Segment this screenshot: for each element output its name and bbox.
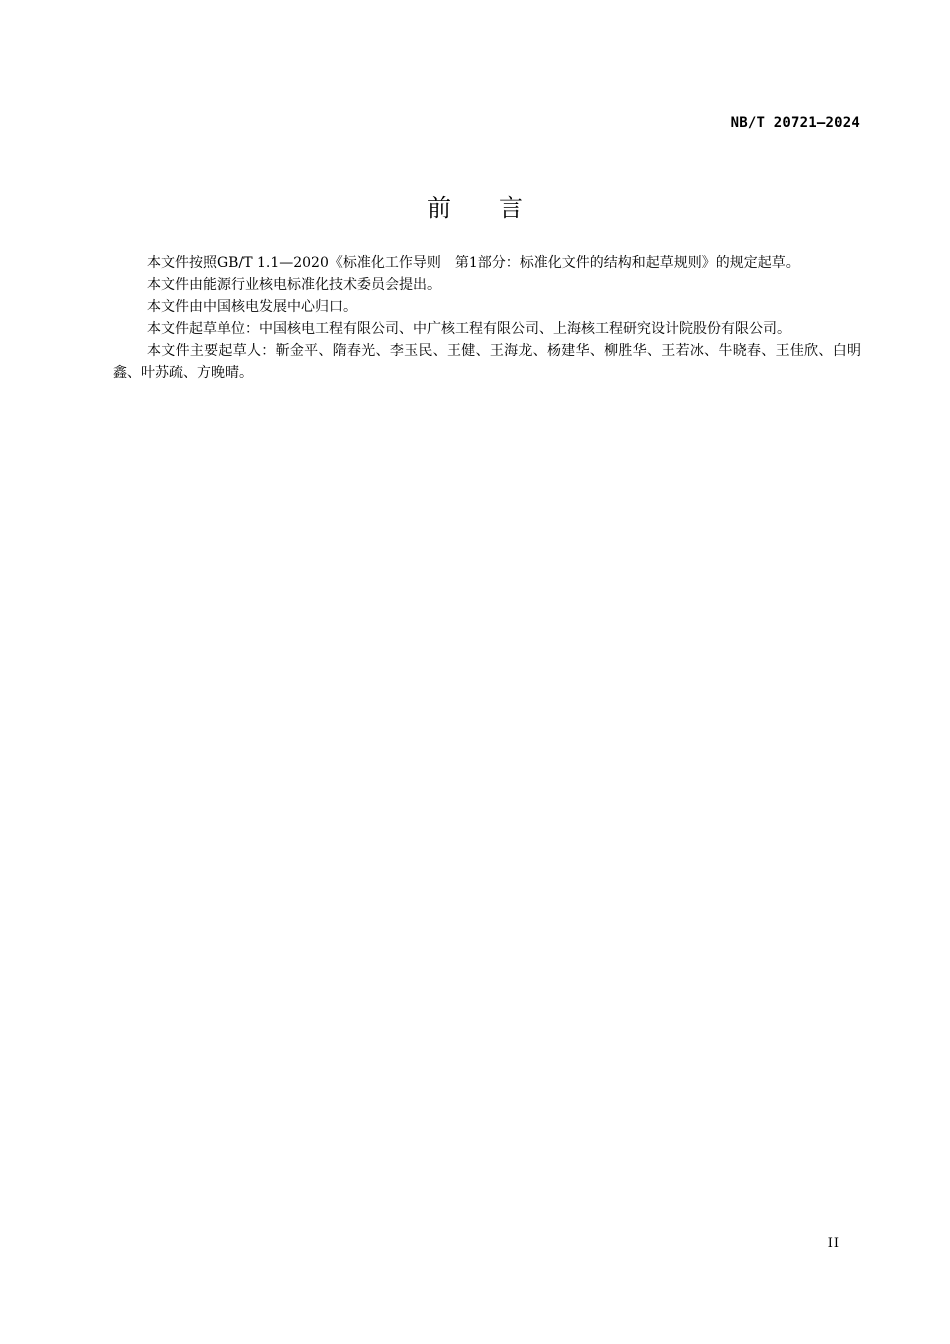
title-char-1: 前 <box>427 194 451 222</box>
paragraph-drafters: 本文件主要起草人：靳金平、隋春光、李玉民、王健、王海龙、杨建华、柳胜华、王若冰、牛晓春、王佳欣、白明鑫、叶苏疏、方晚晴。 <box>113 343 861 381</box>
paragraph-proposer: 本文件由能源行业核电标准化技术委员会提出。 <box>147 277 441 293</box>
foreword-body <box>113 252 861 384</box>
paragraph-administrator: 本文件由中国核电发展中心归口。 <box>147 299 357 315</box>
title-char-2: 言 <box>499 194 523 222</box>
document-code: NB/T 20721—2024 <box>730 115 860 131</box>
section-title <box>0 190 950 226</box>
page-number: II <box>827 1236 840 1251</box>
paragraph-drafting-units: 本文件起草单位：中国核电工程有限公司、中广核工程有限公司、上海核工程研究设计院股份有限公司。 <box>147 321 791 337</box>
paragraph-drafting-rules: 本文件按照GB/T 1.1—2020《标准化工作导则 第1部分：标准化文件的结构和起草规则》的规定起草。 <box>147 255 800 271</box>
